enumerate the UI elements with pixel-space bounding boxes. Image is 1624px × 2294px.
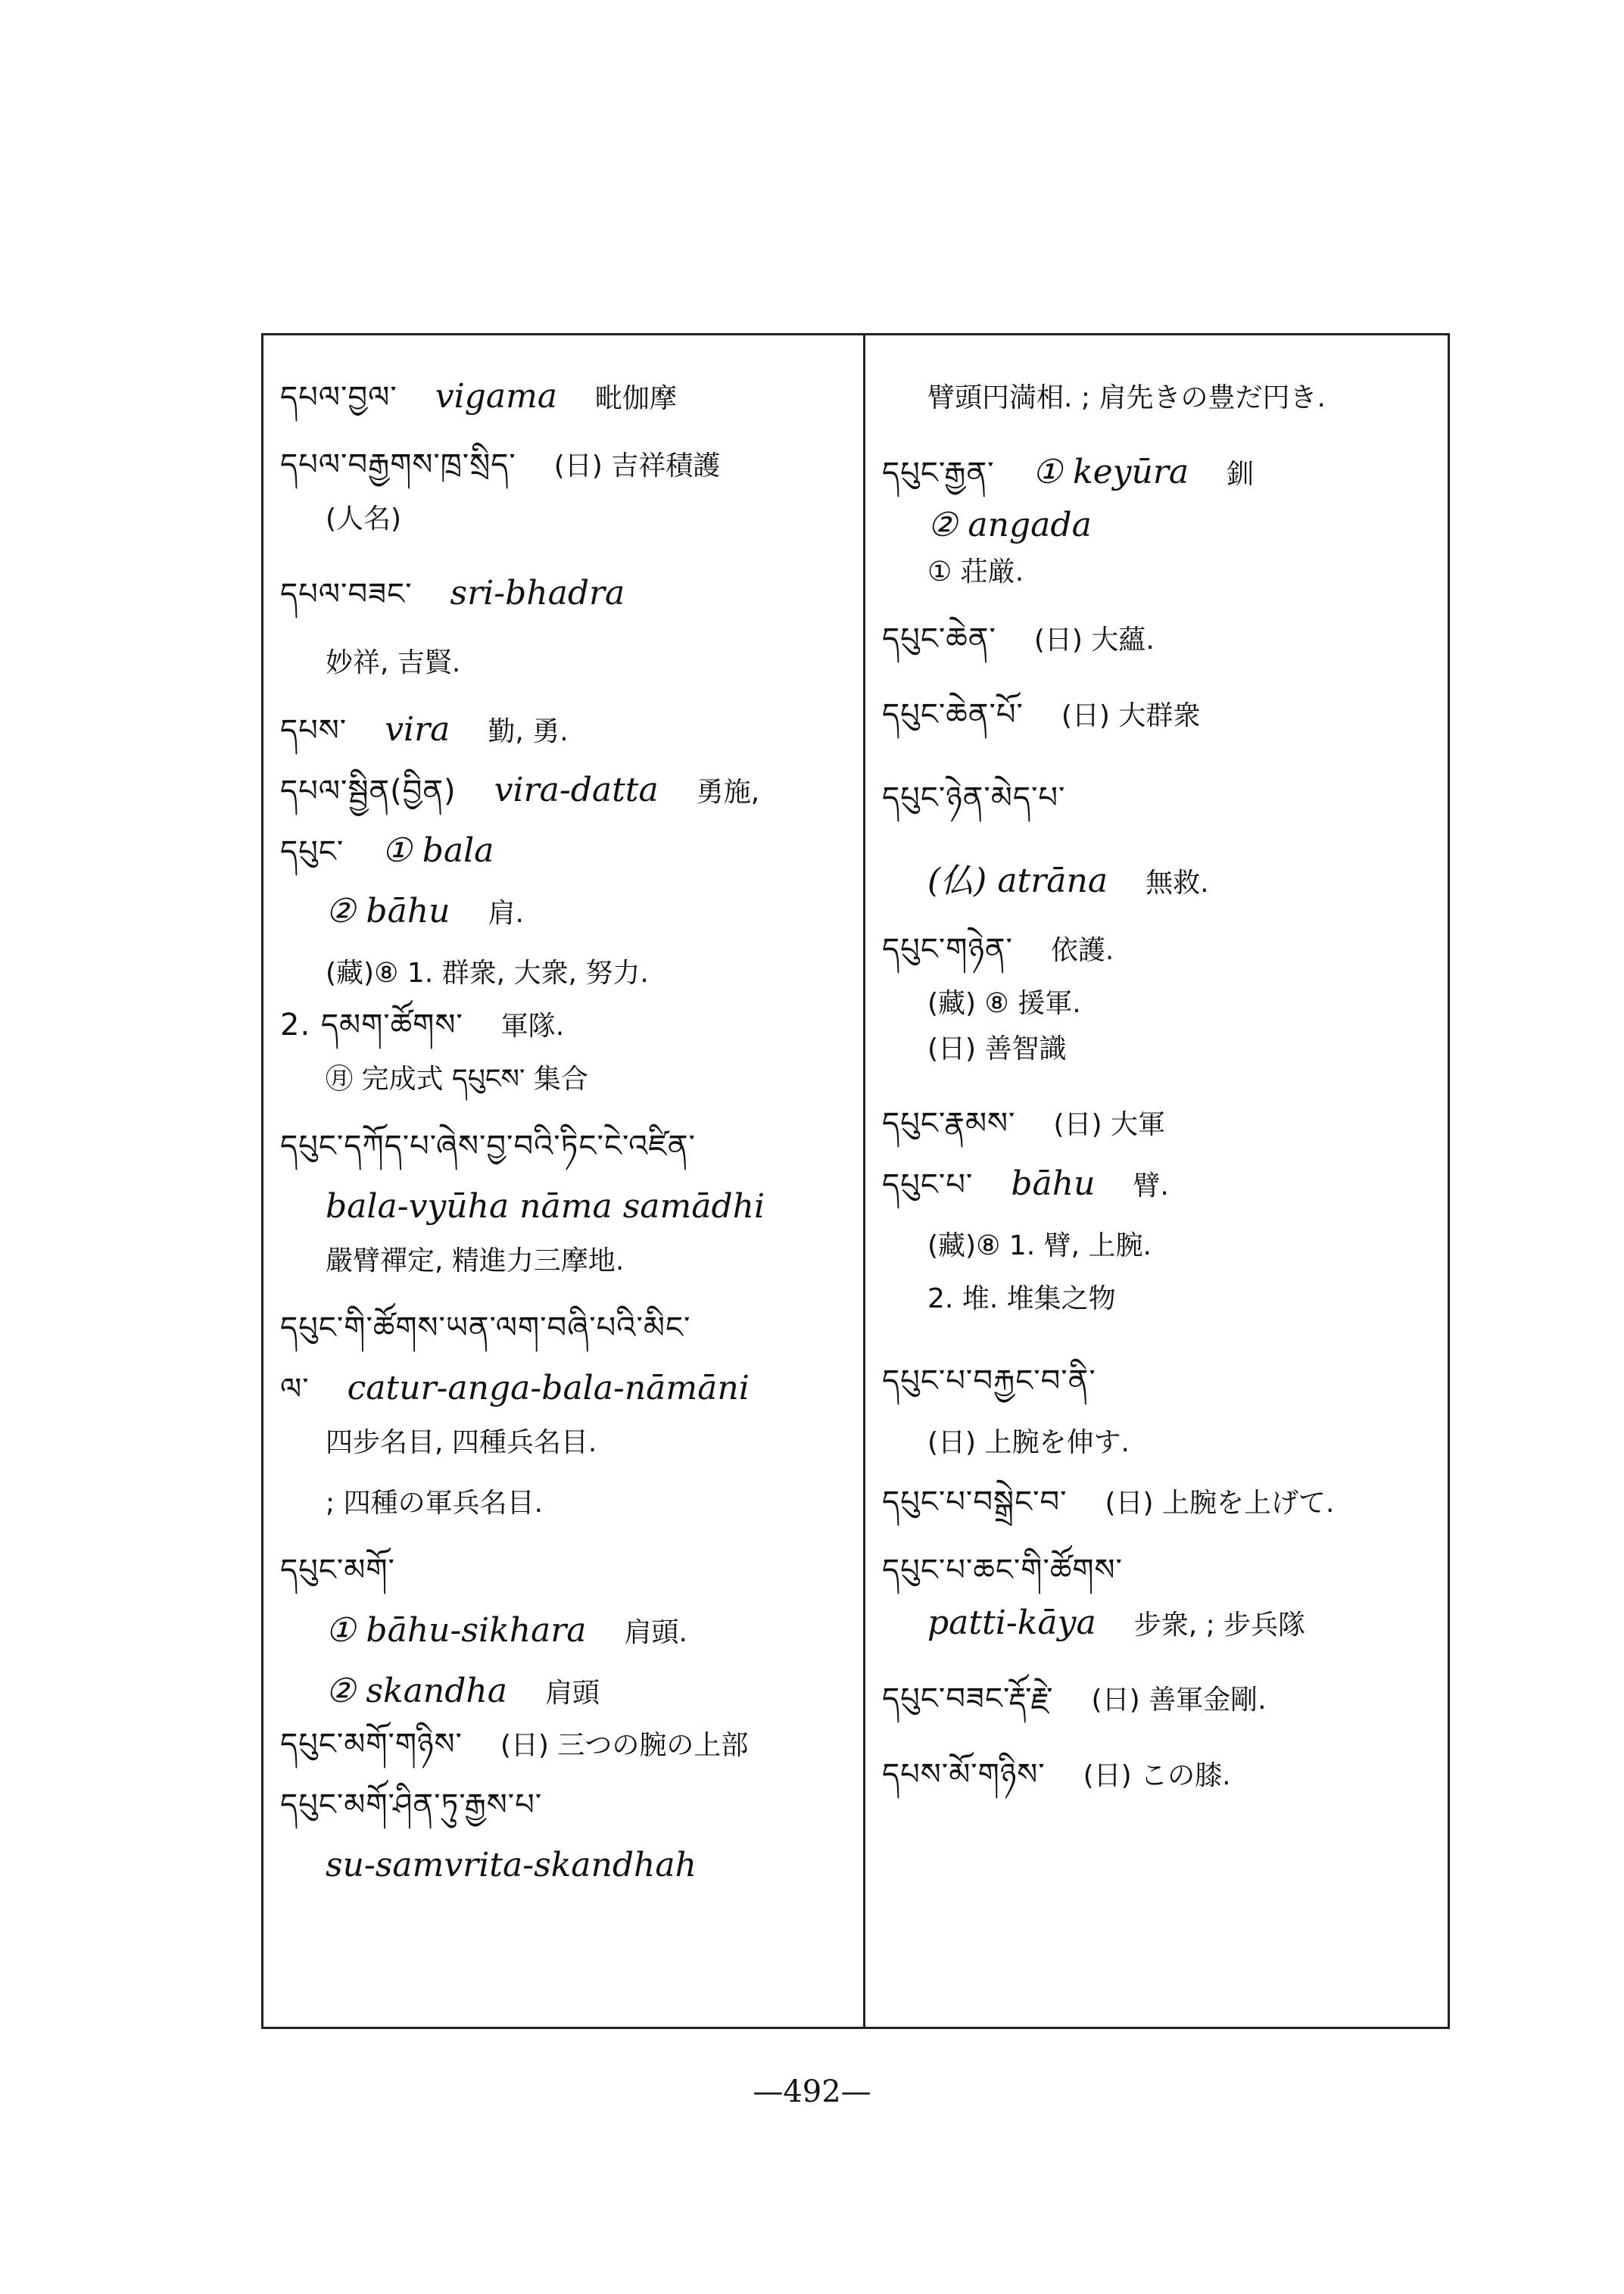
- dictionary-entry: [280, 1310, 728, 1346]
- tibetan-term: དཔལ་བརྒྱགས་ཁྲ་སྲིད་: [280, 447, 516, 482]
- dictionary-entry: [280, 379, 715, 417]
- tibetan-term: དཔུང་: [280, 834, 344, 869]
- japanese-gloss: (日) 善軍金剛.: [1091, 1685, 1267, 1716]
- sanskrit-term: patti-kāya: [927, 1604, 1096, 1642]
- japanese-gloss: 依護.: [1050, 935, 1114, 966]
- dictionary-entry: [280, 954, 687, 992]
- dictionary-entry: [280, 1060, 626, 1098]
- sanskrit-term: vigama: [435, 377, 558, 416]
- japanese-gloss: (日) 上腕を伸す.: [927, 1427, 1130, 1458]
- tibetan-term: དཔལ་བཟང་: [280, 577, 413, 612]
- tibetan-term: དཔུང་པ་བསྒྲེང་བ་: [882, 1485, 1068, 1519]
- japanese-gloss: (日) 大蘊.: [1033, 625, 1155, 656]
- dictionary-entry: [882, 553, 1061, 591]
- japanese-gloss: 步衆, ; 步兵隊: [1133, 1610, 1306, 1641]
- dictionary-entry: [280, 772, 797, 811]
- japanese-gloss: (藏) ⑧ 援軍.: [927, 988, 1081, 1019]
- tibetan-term: དཔུང་མགོ་ཤིན་ཏུ་རྒྱས་པ་: [280, 1788, 543, 1822]
- japanese-gloss: 軍隊.: [500, 1011, 565, 1042]
- japanese-gloss: 釧: [1227, 459, 1255, 490]
- tibetan-term: དཔུང་པ་: [882, 1167, 974, 1202]
- dictionary-entry: [280, 1007, 602, 1045]
- dictionary-entry: [882, 621, 1192, 659]
- dictionary-entry: [882, 1226, 1189, 1264]
- dictionary-entry: [280, 1423, 634, 1461]
- dictionary-entry: [280, 1847, 734, 1884]
- japanese-gloss: 肩頭: [544, 1678, 600, 1709]
- japanese-gloss: 四步名目, 四種兵名目.: [326, 1427, 597, 1458]
- sanskrit-term: catur-anga-bala-nāmāni: [347, 1369, 750, 1407]
- japanese-gloss: 肩頭.: [624, 1617, 687, 1648]
- dictionary-entry: [882, 1030, 1105, 1068]
- japanese-gloss: (人名): [326, 503, 402, 535]
- tibetan-term: དཔུང་ཆེན་པོ་: [882, 697, 1024, 732]
- dictionary-entry: [882, 1756, 1269, 1794]
- tibetan-term: དཔུང་གི་ཚོགས་ཡན་ལག་བཞི་པའི་མིང་: [280, 1311, 691, 1345]
- japanese-gloss: 勤, 勇.: [488, 716, 569, 747]
- japanese-gloss: ㊊ 完成式 དཔུངས་ 集合: [326, 1064, 588, 1095]
- dictionary-entry: [280, 1787, 580, 1823]
- tibetan-term: དཔུང་མགོ་གཉིས་: [280, 1727, 463, 1762]
- japanese-gloss: (日) 大軍: [1053, 1109, 1165, 1140]
- sanskrit-term: bala-vyūha nāma samādhi: [326, 1187, 765, 1226]
- tibetan-term: དཔལ་བྱལ་: [280, 380, 397, 415]
- tibetan-term: 2. དམག་ཚོགས་: [280, 1008, 463, 1043]
- dictionary-entry: [280, 893, 562, 932]
- dictionary-entry: [882, 1166, 1207, 1205]
- tibetan-term: དཔུང་རྒྱན་: [882, 456, 995, 491]
- column-divider: [863, 333, 865, 2029]
- tibetan-term: ལ་: [280, 1372, 310, 1407]
- tibetan-term: དཔས་: [280, 713, 348, 748]
- dictionary-entry: [280, 1484, 581, 1522]
- dictionary-entry: [280, 447, 758, 485]
- dictionary-entry: [280, 1189, 803, 1226]
- dictionary-entry: [280, 1726, 786, 1764]
- dictionary-entry: [280, 1370, 787, 1407]
- japanese-gloss: (藏)⑧ 1. 臂, 上腕.: [927, 1230, 1152, 1261]
- dictionary-entry: [280, 1613, 725, 1651]
- dictionary-entry: [882, 507, 1130, 544]
- sanskrit-term: ② bāhu: [326, 892, 450, 930]
- japanese-gloss: ① 荘厳.: [927, 556, 1024, 588]
- japanese-gloss: (日) 吉祥積護: [553, 450, 721, 482]
- dictionary-entry: [882, 1423, 1167, 1461]
- tibetan-term: དཔལ་སྦྱིན(བྱིན): [280, 774, 457, 809]
- sanskrit-term: ① keyūra: [1032, 453, 1189, 491]
- dictionary-entry: [280, 833, 531, 870]
- dictionary-entry: [882, 984, 1119, 1022]
- dictionary-entry: [280, 500, 439, 538]
- tibetan-term: དཔུང་པ་བརྐྱང་བ་ནི་: [882, 1364, 1096, 1398]
- japanese-gloss: 毗伽摩: [595, 383, 678, 414]
- japanese-gloss: (藏)⑧ 1. 群衆, 大衆, 努力.: [326, 958, 649, 989]
- dictionary-entry: [882, 454, 1292, 493]
- sanskrit-term: ② angada: [927, 506, 1092, 544]
- tibetan-term: དཔུང་པ་ཆང་གི་ཚོགས་: [882, 1553, 1123, 1588]
- dictionary-entry: [882, 1605, 1343, 1644]
- sanskrit-term: vira-datta: [494, 771, 659, 809]
- tibetan-term: དཔུང་ཉེན་མེད་པ་: [882, 781, 1066, 815]
- sanskrit-term: su-samvrita-skandhah: [326, 1846, 697, 1884]
- sanskrit-term: bāhu: [1011, 1164, 1096, 1203]
- sanskrit-term: ② skandha: [326, 1672, 507, 1710]
- sanskrit-term: ① bāhu-sikhara: [326, 1611, 587, 1650]
- japanese-gloss: (日) 善智識: [927, 1033, 1067, 1064]
- tibetan-term: དཔུང་དཀོད་པ་ཞེས་བྱ་བའི་ཏིང་ངེ་འཛིན་: [280, 1129, 696, 1164]
- dictionary-entry: [882, 931, 1152, 969]
- japanese-gloss: 2. 堆. 堆集之物: [927, 1283, 1116, 1314]
- tibetan-term: དཔས་མོ་གཉིས་: [882, 1757, 1046, 1792]
- japanese-gloss: (日) 大群衆: [1061, 700, 1201, 731]
- dictionary-entry: [280, 575, 662, 612]
- sanskrit-term: sri-bhadra: [450, 574, 625, 612]
- japanese-gloss: 嚴臂禪定, 精進力三摩地.: [326, 1245, 625, 1276]
- dictionary-entry: [280, 1242, 662, 1279]
- tibetan-term: དཔུང་ཆེན་: [882, 622, 996, 656]
- dictionary-entry: [280, 644, 498, 681]
- dictionary-entry: [882, 1105, 1203, 1143]
- dictionary-entry: [882, 863, 1247, 902]
- tibetan-term: དཔུང་རྣམས་: [882, 1106, 1016, 1141]
- tibetan-term: དཔུང་གཉེན་: [882, 932, 1013, 967]
- tibetan-term: དཔུང་མགོ་: [280, 1553, 395, 1588]
- sanskrit-term: ① bala: [382, 831, 494, 870]
- japanese-gloss: 勇施,: [696, 777, 760, 808]
- japanese-gloss: 臂.: [1133, 1170, 1169, 1202]
- japanese-gloss: ; 四種の軍兵名目.: [326, 1488, 544, 1519]
- page-number: —492—: [753, 2074, 871, 2109]
- japanese-gloss: (日) 三つの腕の上部: [500, 1730, 749, 1761]
- dictionary-entry: [882, 379, 1364, 416]
- japanese-gloss: (日) この膝.: [1083, 1760, 1231, 1791]
- japanese-gloss: 臂頭円満相. ; 肩先きの豊だ円き.: [927, 382, 1326, 413]
- tibetan-term: དཔུང་བཟང་རྡོ་རྗེ་: [882, 1682, 1054, 1716]
- dictionary-entry: [882, 1681, 1304, 1719]
- dictionary-entry: [882, 780, 1103, 816]
- dictionary-entry: [882, 1279, 1154, 1317]
- dictionary-entry: [882, 1484, 1372, 1522]
- dictionary-entry: [280, 1552, 433, 1588]
- japanese-gloss: 肩.: [488, 898, 524, 929]
- dictionary-entry: [882, 1552, 1161, 1588]
- dictionary-entry: [882, 1363, 1134, 1399]
- sanskrit-term: vira: [385, 710, 450, 749]
- japanese-gloss: (日) 上腕を上げて.: [1105, 1488, 1335, 1519]
- dictionary-entry: [280, 712, 606, 750]
- sanskrit-term: (仏) atrāna: [927, 862, 1108, 900]
- japanese-gloss: 無救.: [1146, 868, 1209, 899]
- dictionary-entry: [280, 1673, 637, 1712]
- dictionary-entry: [280, 1128, 734, 1164]
- dictionary-entry: [882, 697, 1238, 734]
- japanese-gloss: 妙祥, 吉賢.: [326, 647, 461, 678]
